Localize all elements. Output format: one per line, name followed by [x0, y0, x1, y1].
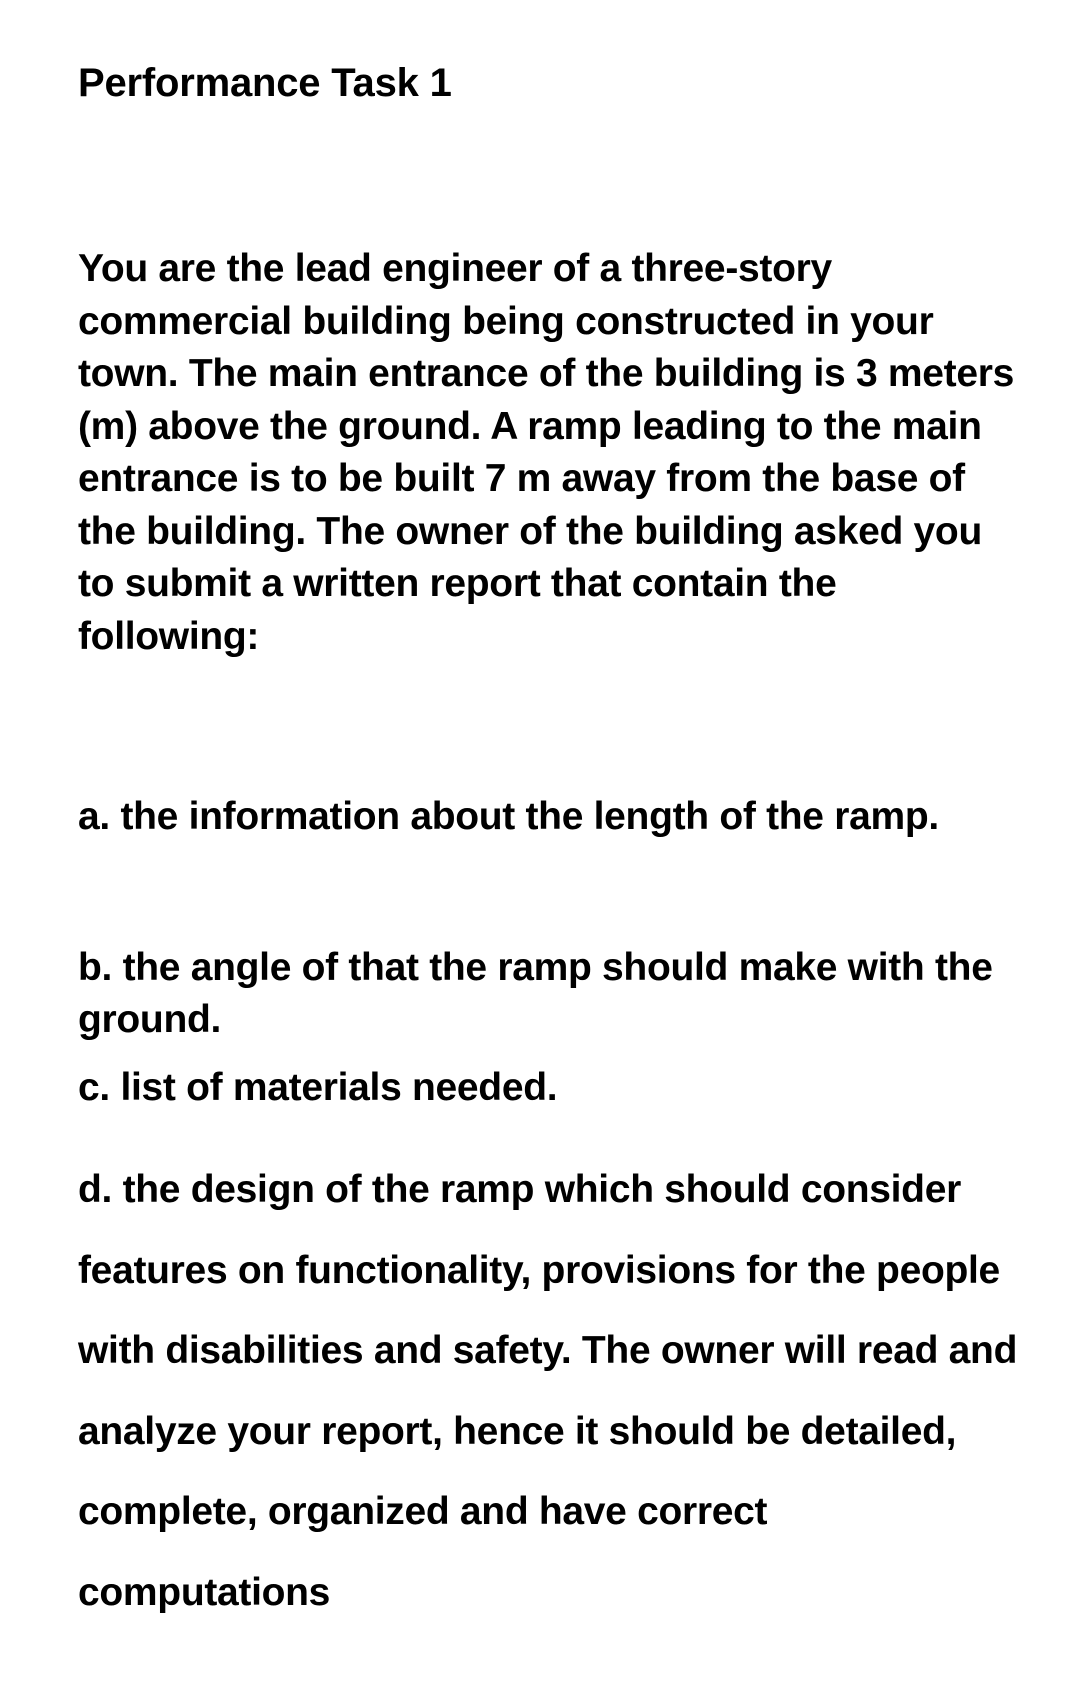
- page-title: Performance Task 1: [78, 61, 452, 105]
- requirement-item-d: d. the design of the ramp which should consider features on functionality, provisions for the people with disabilities and safety. The owner will read and analyze your report, hence it should be detailed, complete, organized and have correct computations: [78, 1168, 1018, 1614]
- requirement-item-c: c. list of materials needed.: [78, 1066, 558, 1109]
- requirement-item-b: b. the angle of that the ramp should make with the ground.: [78, 946, 993, 1041]
- requirement-item-a: a. the information about the length of the ramp.: [78, 795, 939, 838]
- task-description: You are the lead engineer of a three-story commercial building being constructed in your town. The main entrance of the building is 3 meters (m) above the ground. A ramp leading to the main entrance is to be built 7 m away from the base of the building. The owner of the building asked you to submit a written report that contain the following:: [78, 247, 1015, 658]
